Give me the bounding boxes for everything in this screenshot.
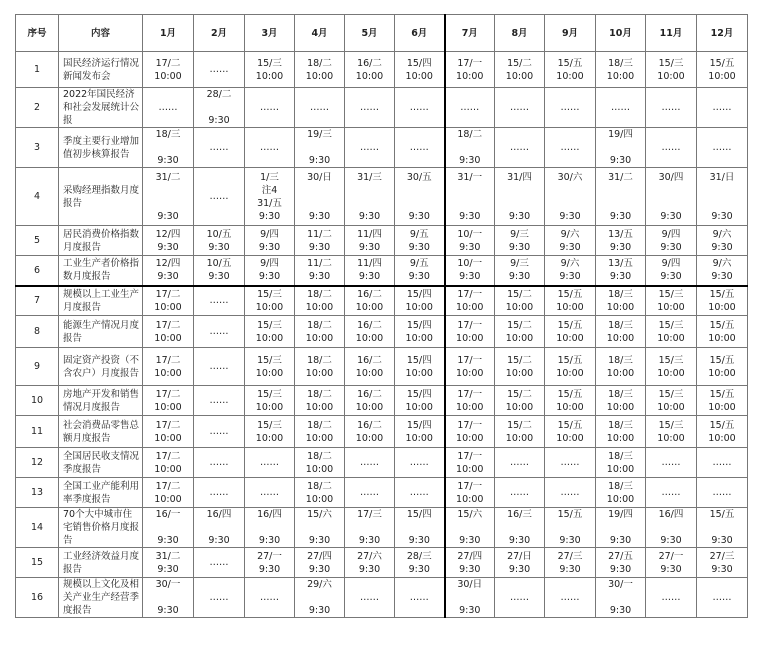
- row-number: 10: [16, 386, 59, 416]
- release-date-cell: 9/六 9:30: [545, 256, 596, 286]
- row-number: 11: [16, 416, 59, 448]
- release-date-cell: 27/五 9:30: [596, 548, 646, 578]
- row-number: 16: [16, 578, 59, 618]
- release-date-cell: ……: [345, 128, 395, 168]
- row-content: 规模以上文化及相关产业生产经营季度报告: [59, 578, 143, 618]
- release-date-cell: ……: [545, 88, 596, 128]
- release-date-cell: ……: [345, 88, 395, 128]
- release-date-cell: ……: [345, 578, 395, 618]
- release-date-cell: ……: [697, 88, 748, 128]
- row-number: 7: [16, 286, 59, 316]
- release-date-cell: 16/二 10:00: [345, 316, 395, 348]
- release-date-cell: 31/四 9:30: [495, 168, 545, 226]
- release-date-cell: 9/四 9:30: [245, 226, 295, 256]
- release-date-cell: 19/四 9:30: [596, 508, 646, 548]
- row-content: 社会消费品零售总额月度报告: [59, 416, 143, 448]
- row-number: 12: [16, 448, 59, 478]
- release-date-cell: 11/四 9:30: [345, 226, 395, 256]
- release-date-cell: 15/四 9:30: [395, 508, 445, 548]
- release-date-cell: 31/一 9:30: [445, 168, 495, 226]
- release-date-cell: 15/三 10:00: [245, 416, 295, 448]
- table-row: [16, 448, 748, 478]
- release-date-cell: ……: [646, 578, 697, 618]
- row-content: 规模以上工业生产月度报告: [59, 286, 143, 316]
- release-date-cell: 15/五 10:00: [697, 316, 748, 348]
- release-date-cell: 16/二 10:00: [345, 348, 395, 386]
- release-date-cell: 18/三 10:00: [596, 386, 646, 416]
- release-date-cell: 15/二 10:00: [495, 386, 545, 416]
- table-row: [16, 386, 748, 416]
- release-date-cell: 15/五 9:30: [697, 508, 748, 548]
- row-content: 居民消费价格指数月度报告: [59, 226, 143, 256]
- row-content: 2022年国民经济和社会发展统计公报: [59, 88, 143, 128]
- release-date-cell: ……: [495, 88, 545, 128]
- release-date-cell: 27/一 9:30: [646, 548, 697, 578]
- header-month: 4月: [295, 15, 345, 52]
- release-date-cell: 15/五 9:30: [545, 508, 596, 548]
- release-date-cell: 15/三 10:00: [646, 316, 697, 348]
- release-date-cell: 17/二 10:00: [143, 386, 194, 416]
- header-month: 11月: [646, 15, 697, 52]
- release-date-cell: 16/四 9:30: [646, 508, 697, 548]
- release-date-cell: 29/六 9:30: [295, 578, 345, 618]
- release-date-cell: 17/二 10:00: [143, 478, 194, 508]
- release-date-cell: 15/六 9:30: [445, 508, 495, 548]
- release-date-cell: ……: [194, 348, 245, 386]
- release-date-cell: 15/四 10:00: [395, 52, 445, 88]
- header-content: 内容: [59, 15, 143, 52]
- release-date-cell: 15/三 10:00: [646, 348, 697, 386]
- release-date-cell: 15/三 10:00: [245, 348, 295, 386]
- release-date-cell: 9/四 9:30: [245, 256, 295, 286]
- release-date-cell: 15/三 10:00: [245, 286, 295, 316]
- header-month: 9月: [545, 15, 596, 52]
- release-date-cell: ……: [194, 478, 245, 508]
- row-content: 全国工业产能利用率季度报告: [59, 478, 143, 508]
- release-date-cell: 16/一 9:30: [143, 508, 194, 548]
- release-date-cell: ……: [194, 52, 245, 88]
- table-row: [16, 168, 748, 226]
- row-content: 能源生产情况月度报告: [59, 316, 143, 348]
- row-content: 70个大中城市住宅销售价格月度报告: [59, 508, 143, 548]
- release-date-cell: 18/二 10:00: [295, 416, 345, 448]
- release-date-cell: ……: [194, 448, 245, 478]
- header-month: 6月: [395, 15, 445, 52]
- row-number: 4: [16, 168, 59, 226]
- release-date-cell: 17/二 10:00: [143, 52, 194, 88]
- release-date-cell: 15/五 10:00: [697, 348, 748, 386]
- release-date-cell: 30/四 9:30: [646, 168, 697, 226]
- release-date-cell: 27/一 9:30: [245, 548, 295, 578]
- release-date-cell: 15/五 10:00: [697, 386, 748, 416]
- release-date-cell: 17/一 10:00: [445, 416, 495, 448]
- release-date-cell: 11/四 9:30: [345, 256, 395, 286]
- release-date-cell: 15/五 10:00: [545, 286, 596, 316]
- release-date-cell: 10/一 9:30: [445, 226, 495, 256]
- release-date-cell: 18/二 10:00: [295, 348, 345, 386]
- release-date-cell: ……: [194, 168, 245, 226]
- release-date-cell: 18/三 10:00: [596, 286, 646, 316]
- release-date-cell: 27/四 9:30: [445, 548, 495, 578]
- release-date-cell: 18/三 10:00: [596, 52, 646, 88]
- release-date-cell: 18/二 10:00: [295, 52, 345, 88]
- release-date-cell: 17/一 10:00: [445, 478, 495, 508]
- release-date-cell: ……: [545, 578, 596, 618]
- release-date-cell: 30/一 9:30: [596, 578, 646, 618]
- release-date-cell: 16/二 10:00: [345, 386, 395, 416]
- release-date-cell: 18/三 10:00: [596, 416, 646, 448]
- header-month: 5月: [345, 15, 395, 52]
- release-date-cell: 15/二 10:00: [495, 316, 545, 348]
- release-date-cell: 15/四 10:00: [395, 316, 445, 348]
- release-date-cell: 9/六 9:30: [697, 256, 748, 286]
- release-date-cell: ……: [395, 478, 445, 508]
- release-date-cell: ……: [495, 578, 545, 618]
- release-date-cell: 15/四 10:00: [395, 348, 445, 386]
- release-date-cell: ……: [245, 88, 295, 128]
- release-date-cell: 27/三 9:30: [697, 548, 748, 578]
- release-date-cell: 18/二 10:00: [295, 386, 345, 416]
- release-date-cell: ……: [194, 578, 245, 618]
- release-date-cell: 17/一 10:00: [445, 348, 495, 386]
- release-date-cell: 30/日 9:30: [295, 168, 345, 226]
- release-date-cell: 15/五 10:00: [697, 52, 748, 88]
- row-number: 9: [16, 348, 59, 386]
- release-date-cell: 17/一 10:00: [445, 52, 495, 88]
- release-date-cell: ……: [295, 88, 345, 128]
- release-date-cell: 11/二 9:30: [295, 226, 345, 256]
- row-number: 15: [16, 548, 59, 578]
- release-date-cell: 30/五 9:30: [395, 168, 445, 226]
- release-date-cell: ……: [545, 478, 596, 508]
- release-date-cell: 31/二 9:30: [596, 168, 646, 226]
- release-date-cell: 18/三 10:00: [596, 348, 646, 386]
- table-row: [16, 416, 748, 448]
- release-date-cell: ……: [194, 548, 245, 578]
- release-date-cell: 17/一 10:00: [445, 316, 495, 348]
- release-date-cell: 28/二 9:30: [194, 88, 245, 128]
- header-month: 10月: [596, 15, 646, 52]
- release-date-cell: 31/三 9:30: [345, 168, 395, 226]
- row-number: 6: [16, 256, 59, 286]
- release-date-cell: ……: [697, 578, 748, 618]
- release-date-cell: 15/三 10:00: [646, 416, 697, 448]
- release-date-cell: ……: [495, 478, 545, 508]
- release-date-cell: 28/三 9:30: [395, 548, 445, 578]
- release-date-cell: ……: [646, 88, 697, 128]
- release-calendar-table: [15, 14, 748, 618]
- release-date-cell: 15/五 10:00: [545, 416, 596, 448]
- release-date-cell: 18/三 10:00: [596, 448, 646, 478]
- release-date-cell: 18/三 10:00: [596, 478, 646, 508]
- table-row: [16, 316, 748, 348]
- table-row: [16, 88, 748, 128]
- release-date-cell: 15/三 10:00: [646, 52, 697, 88]
- release-date-cell: ……: [646, 478, 697, 508]
- header-seq: 序号: [16, 15, 59, 52]
- release-date-cell: ……: [345, 448, 395, 478]
- release-date-cell: 1/三 注4 31/五 9:30: [245, 168, 295, 226]
- release-date-cell: ……: [697, 478, 748, 508]
- release-date-cell: 10/一 9:30: [445, 256, 495, 286]
- release-date-cell: 17/二 10:00: [143, 348, 194, 386]
- release-date-cell: 15/四 10:00: [395, 386, 445, 416]
- release-date-cell: 15/四 10:00: [395, 416, 445, 448]
- release-date-cell: 27/四 9:30: [295, 548, 345, 578]
- release-date-cell: 17/一 10:00: [445, 386, 495, 416]
- table-row: [16, 256, 748, 286]
- table-row: [16, 348, 748, 386]
- release-date-cell: 30/一 9:30: [143, 578, 194, 618]
- row-number: 5: [16, 226, 59, 256]
- release-date-cell: 15/五 10:00: [697, 286, 748, 316]
- row-content: 工业生产者价格指数月度报告: [59, 256, 143, 286]
- row-content: 国民经济运行情况新闻发布会: [59, 52, 143, 88]
- release-date-cell: 18/三 10:00: [596, 316, 646, 348]
- release-date-cell: 15/五 10:00: [545, 348, 596, 386]
- row-content: 房地产开发和销售情况月度报告: [59, 386, 143, 416]
- release-date-cell: ……: [194, 416, 245, 448]
- release-date-cell: 31/二 9:30: [143, 168, 194, 226]
- release-date-cell: 9/三 9:30: [495, 256, 545, 286]
- release-date-cell: 17/二 10:00: [143, 448, 194, 478]
- table-row: [16, 508, 748, 548]
- header-month: 12月: [697, 15, 748, 52]
- release-date-cell: 31/二 9:30: [143, 548, 194, 578]
- release-date-cell: 9/三 9:30: [495, 226, 545, 256]
- release-date-cell: 9/六 9:30: [545, 226, 596, 256]
- release-date-cell: 13/五 9:30: [596, 256, 646, 286]
- header-month: 1月: [143, 15, 194, 52]
- release-date-cell: 15/二 10:00: [495, 52, 545, 88]
- release-date-cell: 15/二 10:00: [495, 416, 545, 448]
- release-date-cell: 18/二 9:30: [445, 128, 495, 168]
- release-date-cell: 15/三 10:00: [646, 286, 697, 316]
- release-date-cell: ……: [646, 448, 697, 478]
- release-date-cell: ……: [245, 448, 295, 478]
- release-date-cell: 18/二 10:00: [295, 286, 345, 316]
- release-date-cell: 18/二 10:00: [295, 478, 345, 508]
- row-number: 13: [16, 478, 59, 508]
- release-date-cell: ……: [143, 88, 194, 128]
- release-date-cell: 15/三 10:00: [245, 386, 295, 416]
- row-number: 8: [16, 316, 59, 348]
- release-date-cell: 19/三 9:30: [295, 128, 345, 168]
- release-date-cell: ……: [596, 88, 646, 128]
- release-date-cell: 17/二 10:00: [143, 416, 194, 448]
- release-date-cell: ……: [194, 128, 245, 168]
- release-date-cell: 15/四 10:00: [395, 286, 445, 316]
- table-row: [16, 128, 748, 168]
- row-content: 季度主要行业增加值初步核算报告: [59, 128, 143, 168]
- release-date-cell: 31/日 9:30: [697, 168, 748, 226]
- table-row: [16, 52, 748, 88]
- release-date-cell: 9/六 9:30: [697, 226, 748, 256]
- release-date-cell: 27/六 9:30: [345, 548, 395, 578]
- release-date-cell: ……: [445, 88, 495, 128]
- release-date-cell: ……: [395, 128, 445, 168]
- release-date-cell: 18/三 9:30: [143, 128, 194, 168]
- row-number: 3: [16, 128, 59, 168]
- release-date-cell: 15/三 10:00: [646, 386, 697, 416]
- release-date-cell: 10/五 9:30: [194, 226, 245, 256]
- release-date-cell: 17/三 9:30: [345, 508, 395, 548]
- release-date-cell: 15/六 9:30: [295, 508, 345, 548]
- release-date-cell: 15/二 10:00: [495, 286, 545, 316]
- release-date-cell: ……: [194, 386, 245, 416]
- release-date-cell: ……: [245, 128, 295, 168]
- release-date-cell: 9/五 9:30: [395, 226, 445, 256]
- release-date-cell: ……: [194, 316, 245, 348]
- table-row: [16, 478, 748, 508]
- release-date-cell: 15/三 10:00: [245, 316, 295, 348]
- release-date-cell: 12/四 9:30: [143, 256, 194, 286]
- release-date-cell: 15/五 10:00: [545, 316, 596, 348]
- release-date-cell: ……: [245, 578, 295, 618]
- release-date-cell: 9/五 9:30: [395, 256, 445, 286]
- release-date-cell: ……: [545, 128, 596, 168]
- release-date-cell: ……: [545, 448, 596, 478]
- release-date-cell: 17/二 10:00: [143, 286, 194, 316]
- release-date-cell: ……: [345, 478, 395, 508]
- release-date-cell: 18/二 10:00: [295, 316, 345, 348]
- header-month: 2月: [194, 15, 245, 52]
- release-date-cell: 15/五 10:00: [545, 386, 596, 416]
- release-date-cell: 18/二 10:00: [295, 448, 345, 478]
- release-date-cell: 15/三 10:00: [245, 52, 295, 88]
- release-date-cell: 11/二 9:30: [295, 256, 345, 286]
- release-date-cell: 15/二 10:00: [495, 348, 545, 386]
- release-date-cell: ……: [697, 128, 748, 168]
- row-number: 1: [16, 52, 59, 88]
- row-number: 2: [16, 88, 59, 128]
- table-row: [16, 226, 748, 256]
- release-date-cell: 16/四 9:30: [194, 508, 245, 548]
- release-date-cell: ……: [395, 448, 445, 478]
- release-date-cell: 16/二 10:00: [345, 52, 395, 88]
- release-date-cell: ……: [697, 448, 748, 478]
- release-date-cell: 16/三 9:30: [495, 508, 545, 548]
- release-date-cell: 16/四 9:30: [245, 508, 295, 548]
- release-date-cell: 13/五 9:30: [596, 226, 646, 256]
- release-date-cell: 16/二 10:00: [345, 416, 395, 448]
- row-content: 工业经济效益月度报告: [59, 548, 143, 578]
- release-date-cell: 9/四 9:30: [646, 256, 697, 286]
- table-row: [16, 548, 748, 578]
- release-date-cell: 15/五 10:00: [697, 416, 748, 448]
- release-date-cell: 27/三 9:30: [545, 548, 596, 578]
- release-date-cell: 10/五 9:30: [194, 256, 245, 286]
- header-month: 8月: [495, 15, 545, 52]
- release-date-cell: 17/一 10:00: [445, 448, 495, 478]
- release-date-cell: ……: [495, 128, 545, 168]
- release-date-cell: 19/四 9:30: [596, 128, 646, 168]
- release-date-cell: 17/一 10:00: [445, 286, 495, 316]
- table-row: [16, 286, 748, 316]
- release-date-cell: 16/二 10:00: [345, 286, 395, 316]
- row-content: 全国居民收支情况季度报告: [59, 448, 143, 478]
- release-date-cell: 9/四 9:30: [646, 226, 697, 256]
- release-date-cell: 30/日 9:30: [445, 578, 495, 618]
- release-date-cell: 15/五 10:00: [545, 52, 596, 88]
- release-date-cell: ……: [495, 448, 545, 478]
- release-date-cell: 17/二 10:00: [143, 316, 194, 348]
- release-date-cell: ……: [395, 578, 445, 618]
- release-date-cell: 12/四 9:30: [143, 226, 194, 256]
- release-date-cell: ……: [646, 128, 697, 168]
- release-date-cell: 27/日 9:30: [495, 548, 545, 578]
- header-month: 7月: [445, 15, 495, 52]
- release-date-cell: 30/六 9:30: [545, 168, 596, 226]
- row-number: 14: [16, 508, 59, 548]
- header-month: 3月: [245, 15, 295, 52]
- header-row: [16, 15, 748, 52]
- release-date-cell: ……: [245, 478, 295, 508]
- release-date-cell: ……: [395, 88, 445, 128]
- table-row: [16, 578, 748, 618]
- release-date-cell: ……: [194, 286, 245, 316]
- row-content: 固定资产投资（不含农户）月度报告: [59, 348, 143, 386]
- row-content: 采购经理指数月度报告: [59, 168, 143, 226]
